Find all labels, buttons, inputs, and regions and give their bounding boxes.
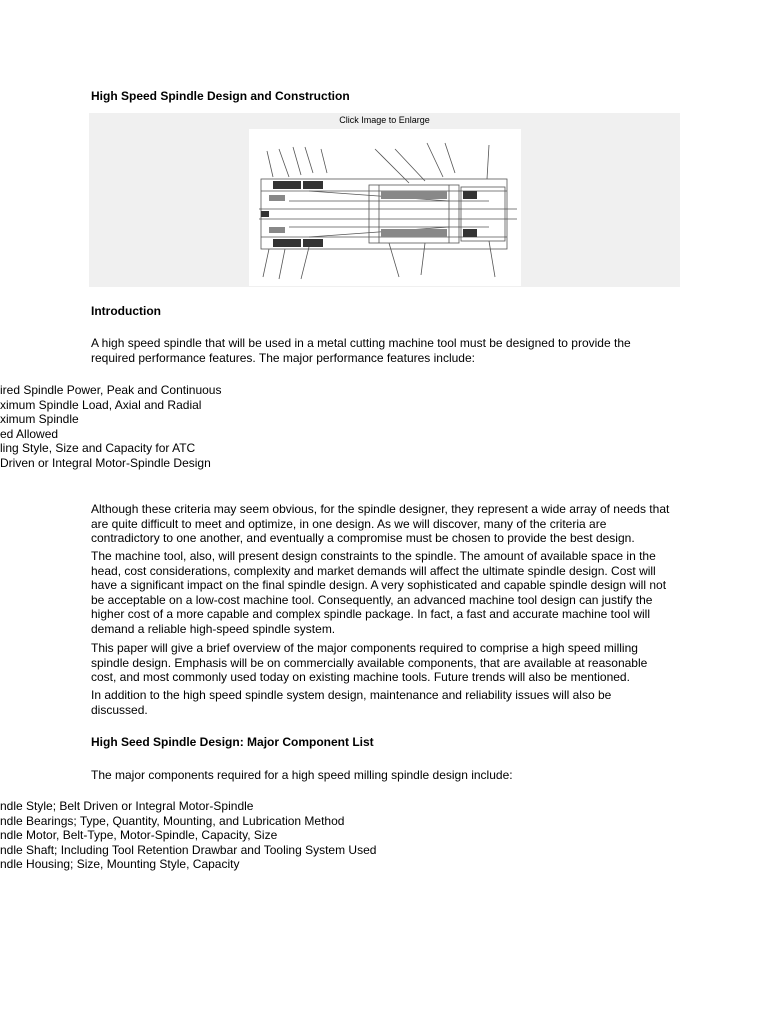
- body-paragraph-1: Although these criteria may seem obvious, for the spindle designer, they represent a wide array of needs that are quite difficult to meet and optimize, in one design. As we will discover, many of the criteria are contradictory to one another, and eventually a compromise must be chosen to provide the best design.: [91, 502, 670, 545]
- list-item: ndle Shaft; Including Tool Retention Drawbar and Tooling System Used: [0, 842, 377, 857]
- figure-caption[interactable]: Click Image to Enlarge: [339, 115, 430, 125]
- body-paragraph-2: The machine tool, also, will present design constraints to the spindle. The amount of available space in the head, cost considerations, complexity and market demands will affect the ultimate spindle design. Cost will have a significant impact on the final spindle design. A very sophisticated and capable spindle design will not be acceptable on a low-cost machine tool. Consequently, an advanced machine tool design can justify the higher cost of a more capable and complex spindle package. In fact, a fast and accurate machine tool will demand a reliable high-speed spindle system.: [91, 549, 667, 636]
- component-list-intro: The major components required for a high speed milling spindle design include:: [91, 768, 513, 782]
- list-item: ndle Style; Belt Driven or Integral Motor-Spindle: [0, 799, 254, 813]
- introduction-heading: Introduction: [91, 304, 161, 318]
- list-item: ired Spindle Power, Peak and Continuous: [0, 383, 222, 397]
- list-item: ndle Housing; Size, Mounting Style, Capacity: [0, 857, 240, 871]
- list-item: ximum Spindle: [0, 412, 79, 426]
- spindle-diagram-drawing: [249, 129, 521, 286]
- spindle-diagram-image[interactable]: [249, 129, 521, 286]
- body-paragraph-4: In addition to the high speed spindle system design, maintenance and reliability issues will also be discussed.: [91, 688, 612, 717]
- list-item: ling Style, Size and Capacity for ATC: [0, 441, 196, 455]
- list-item: Driven or Integral Motor-Spindle Design: [0, 455, 211, 470]
- component-list-heading: High Seed Spindle Design: Major Component List: [91, 735, 374, 749]
- introduction-paragraph: A high speed spindle that will be used in a metal cutting machine tool must be designed to provide the required performance features. The major performance features include:: [91, 336, 631, 365]
- performance-features-list: [0, 383, 221, 470]
- list-item: ndle Motor, Belt-Type, Motor-Spindle, Capacity, Size: [0, 828, 278, 842]
- list-item: ed Allowed: [0, 426, 59, 441]
- list-item: ndle Bearings; Type, Quantity, Mounting, and Lubrication Method: [0, 813, 345, 828]
- figure-panel[interactable]: [89, 113, 680, 287]
- document-title: High Speed Spindle Design and Construction: [91, 89, 350, 103]
- component-list: [0, 799, 376, 872]
- list-item: ximum Spindle Load, Axial and Radial: [0, 397, 202, 412]
- body-paragraph-3: This paper will give a brief overview of the major components required to comprise a high speed milling spindle design. Emphasis will be on commercially available components, that are available at reasonable cost, and most commonly used today on existing machine tools. Future trends will also be mentioned.: [91, 641, 648, 684]
